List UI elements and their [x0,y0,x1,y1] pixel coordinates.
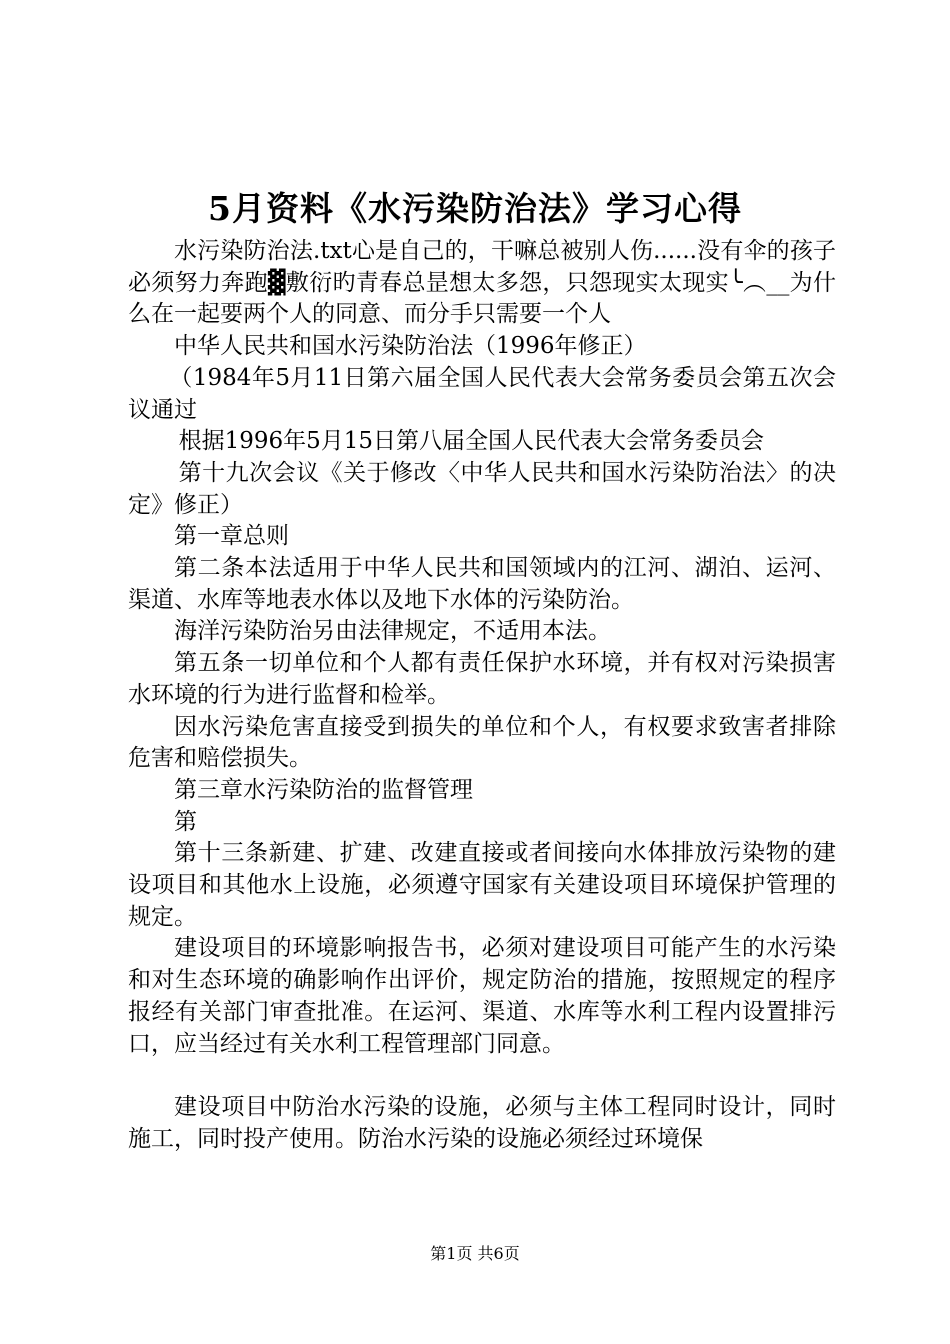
paragraph-facilities: 建设项目中防治水污染的设施，必须与主体工程同时设计，同时施工，同时投产使用。防治水污染的设施必须经过环境保 [128,1094,836,1152]
page-number-footer: 第1页 共6页 [430,1244,520,1263]
document-title: 5月资料《水污染防治法》学习心得 [208,189,742,228]
paragraph-amendment-decision: 第十九次会议《关于修改〈中华人民共和国水污染防治法〉的决定》修正） [128,459,836,518]
paragraph-amendment-basis: 根据1996年5月15日第八届全国人民代表大会常务委员会 [178,428,765,455]
paragraph-fragment: 第 [174,808,197,835]
paragraph-article-five: 第五条一切单位和个人都有责任保护水环境，并有权对污染损害水环境的行为进行监督和检举。 [128,650,836,708]
paragraph-adoption-note: （1984年5月11日第六届全国人民代表大会常务委员会第五次会议通过 [128,364,836,423]
paragraph-chapter-three: 第三章水污染防治的监督管理 [174,776,473,803]
paragraph-article-thirteen: 第十三条新建、扩建、改建直接或者间接向水体排放污染物的建设项目和其他水上设施，必须遵守国家有关建设项目环境保护管理的规定。 [128,840,836,930]
paragraph-intro: 水污染防治法.txt心是自己的，干嘛总被别人伤......没有伞的孩子必须努力奔跑▓敷衍旳青春总昰想太多怨，只怨现实太现实╰︵__为什么在一起要两个人的同意、而分手只需要一个人 [128,238,836,328]
paragraph-article-two: 第二条本法适用于中华人民共和国领域内的江河、湖泊、运河、渠道、水库等地表水体以及地下水体的污染防治。 [128,555,836,613]
document-body [128,236,836,1156]
paragraph-compensation: 因水污染危害直接受到损失的单位和个人，有权要求致害者排除危害和赔偿损失。 [128,713,836,772]
paragraph-law-name: 中华人民共和国水污染防治法（1996年修正） [174,333,647,360]
paragraph-eia-report: 建设项目的环境影响报告书，必须对建设项目可能产生的水污染和对生态环境的确影响作出评价，规定防治的措施，按照规定的程序报经有关部门审查批准。在运河、渠道、水库等水利工程内设置排污口，应当经过有关水利工程管理部门同意。 [128,935,836,1057]
paragraph-chapter-one: 第一章总则 [174,523,289,550]
paragraph-marine-pollution: 海洋污染防治另由法律规定，不适用本法。 [174,618,611,645]
